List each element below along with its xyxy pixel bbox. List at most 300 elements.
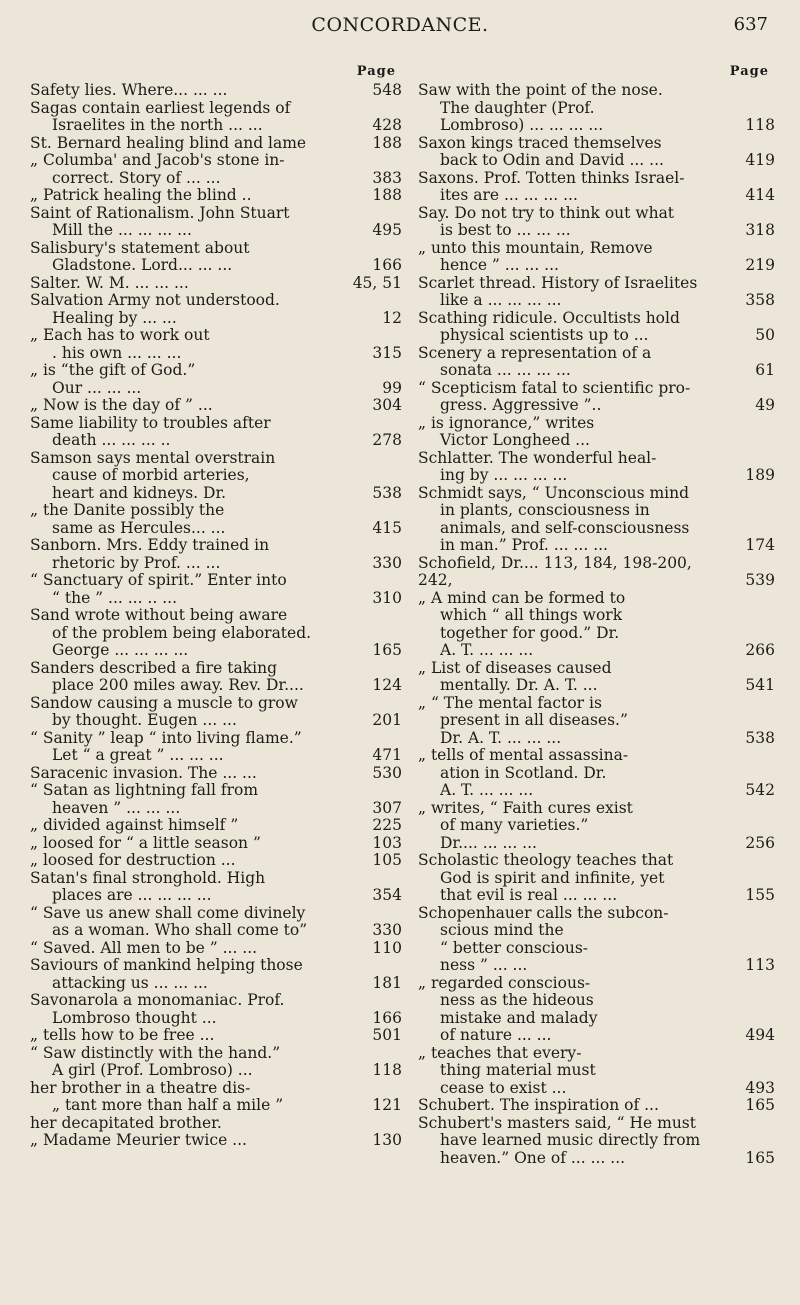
entry-line: „ teaches that every- bbox=[418, 1043, 582, 1062]
entry-text bbox=[30, 852, 354, 870]
entry-line: A. T. ... ... ... bbox=[440, 641, 534, 659]
entry-line: Salter. W. M. ... ... ... bbox=[30, 273, 189, 292]
page-reference: 414 bbox=[745, 186, 775, 204]
entry-line: animals, and self-consciousness bbox=[440, 518, 690, 537]
page-reference: 105 bbox=[372, 851, 402, 869]
index-entry bbox=[418, 800, 775, 853]
entry-line: mistake and malady bbox=[440, 1008, 598, 1027]
entry-line: by thought. Eugen ... ... bbox=[52, 711, 237, 729]
index-entry bbox=[30, 397, 402, 415]
index-entry bbox=[30, 537, 402, 572]
entry-text bbox=[418, 345, 727, 380]
entry-text bbox=[30, 205, 354, 240]
entry-line: Schubert's masters said, “ He must bbox=[418, 1113, 696, 1132]
page-reference: 118 bbox=[372, 1061, 402, 1079]
entry-text bbox=[418, 205, 727, 240]
page-reference: 383 bbox=[372, 168, 402, 187]
entry-line: Same liability to troubles after bbox=[30, 413, 271, 432]
entry-text bbox=[30, 537, 354, 572]
entry-text bbox=[418, 975, 727, 1045]
entry-line: A girl (Prof. Lombroso) ... bbox=[52, 1061, 253, 1079]
page-reference: 130 bbox=[372, 1131, 402, 1149]
index-entry bbox=[418, 135, 775, 170]
entry-line: Salvation Army not understood. bbox=[30, 291, 280, 309]
entry-line: Say. Do not try to think out what bbox=[418, 203, 675, 222]
entry-line: “ the ” ... ... .. ... bbox=[52, 588, 177, 607]
entry-text bbox=[30, 502, 354, 537]
entry-line: as a woman. Who shall come to” bbox=[52, 921, 308, 939]
entry-text bbox=[418, 240, 727, 275]
entry-line: „ Now is the day of ” ... bbox=[30, 396, 213, 414]
page-number: 637 bbox=[733, 14, 768, 35]
entry-line: „ loosed for “ a little season ” bbox=[30, 833, 261, 852]
page-reference: 266 bbox=[745, 641, 775, 659]
index-entry bbox=[418, 1097, 775, 1115]
page-reference: 49 bbox=[755, 396, 775, 414]
entry-text bbox=[418, 905, 727, 975]
entry-line: “ Sanctuary of spirit.” Enter into bbox=[30, 571, 287, 589]
page-reference: 113 bbox=[745, 956, 775, 974]
entry-line: „ regarded conscious- bbox=[418, 973, 591, 992]
entry-text bbox=[418, 170, 727, 205]
index-entry bbox=[30, 502, 402, 537]
entry-line: „ Columba' and Jacob's stone in- bbox=[30, 151, 285, 169]
entry-text bbox=[30, 835, 354, 853]
entry-text bbox=[30, 100, 354, 135]
page-reference: 495 bbox=[372, 221, 402, 239]
page-reference: 124 bbox=[372, 676, 402, 694]
entry-line: Scathing ridicule. Occultists hold bbox=[418, 308, 680, 327]
entry-line: The daughter (Prof. bbox=[440, 98, 595, 117]
entry-line: “ Scepticism fatal to scientific pro- bbox=[418, 378, 691, 397]
entry-text bbox=[418, 415, 727, 450]
entry-text bbox=[30, 817, 354, 835]
entry-line: “ Satan as lightning fall from bbox=[30, 781, 259, 799]
page-reference: 471 bbox=[372, 746, 402, 764]
entry-line: Schofield, Dr.... 113, 184, 198-200, 242, bbox=[418, 553, 692, 589]
entry-line: „ tant more than half a mile ” bbox=[52, 1096, 284, 1114]
page-reference: 219 bbox=[745, 256, 775, 274]
index-entry bbox=[418, 695, 775, 748]
page-reference: 181 bbox=[372, 973, 402, 992]
entry-line: together for good.” Dr. bbox=[440, 623, 620, 642]
page-reference: 103 bbox=[372, 833, 402, 852]
entry-text bbox=[30, 1115, 354, 1133]
entry-line: ness as the hideous bbox=[440, 991, 594, 1009]
left-column-heading: Page bbox=[356, 64, 396, 79]
entry-line: ing by ... ... ... ... bbox=[440, 466, 568, 484]
entry-line: Salisbury's statement about bbox=[30, 238, 250, 257]
entry-text bbox=[418, 660, 727, 695]
entry-line: her brother in a theatre dis- bbox=[30, 1078, 251, 1097]
index-entry bbox=[30, 835, 402, 853]
index-entry bbox=[30, 940, 402, 958]
entry-line: „ A mind can be formed to bbox=[418, 588, 626, 607]
index-entry bbox=[30, 100, 402, 135]
index-entry bbox=[418, 555, 775, 590]
index-entry bbox=[30, 695, 402, 730]
left-entry-list bbox=[30, 82, 402, 1150]
index-entry bbox=[30, 870, 402, 905]
index-entry bbox=[418, 590, 775, 660]
index-entry bbox=[418, 205, 775, 240]
entry-text bbox=[30, 607, 354, 660]
entry-text bbox=[30, 782, 354, 817]
entry-text bbox=[418, 135, 727, 170]
entry-text bbox=[418, 1115, 727, 1168]
index-entry bbox=[30, 572, 402, 607]
entry-line: . his own ... ... ... bbox=[52, 343, 182, 362]
index-entry bbox=[30, 765, 402, 783]
entry-line: „ unto this mountain, Remove bbox=[418, 238, 653, 257]
index-entry bbox=[418, 485, 775, 555]
entry-line: heaven ” ... ... ... bbox=[52, 798, 181, 817]
page-reference: 165 bbox=[745, 1148, 775, 1167]
index-entry bbox=[30, 905, 402, 940]
index-entry bbox=[30, 275, 402, 293]
entry-line: A. T. ... ... ... bbox=[440, 781, 534, 799]
entry-line: Saw with the point of the nose. bbox=[418, 81, 663, 99]
page-reference: 174 bbox=[745, 536, 775, 554]
entry-text bbox=[418, 555, 727, 590]
entry-line: Dr. A. T. ... ... ... bbox=[440, 728, 562, 747]
entry-text bbox=[30, 152, 354, 187]
index-entry bbox=[30, 1080, 402, 1115]
entry-line: „ tells of mental assassina- bbox=[418, 746, 629, 764]
page-reference: 354 bbox=[372, 886, 402, 904]
entry-line: „ Each has to work out bbox=[30, 326, 210, 344]
page-reference: 118 bbox=[745, 116, 775, 134]
entry-line: gress. Aggressive ”.. bbox=[440, 396, 602, 414]
entry-line: St. Bernard healing blind and lame bbox=[30, 133, 307, 152]
entry-text bbox=[418, 310, 727, 345]
page-reference: 304 bbox=[372, 396, 402, 414]
entry-text bbox=[30, 730, 354, 765]
entry-line: “ Save us anew shall come divinely bbox=[30, 903, 306, 922]
page-reference: 501 bbox=[372, 1026, 402, 1044]
page-reference: 415 bbox=[372, 518, 402, 537]
page-reference: 165 bbox=[372, 641, 402, 659]
entry-text bbox=[30, 870, 354, 905]
entry-line: „ the Danite possibly the bbox=[30, 501, 225, 519]
entry-text bbox=[30, 957, 354, 992]
index-entry bbox=[30, 817, 402, 835]
page-reference: 12 bbox=[382, 308, 402, 327]
index-entry bbox=[30, 450, 402, 503]
entry-line: Saracenic invasion. The ... ... bbox=[30, 763, 257, 782]
entry-text bbox=[30, 450, 354, 503]
page-reference: 330 bbox=[372, 553, 402, 572]
entry-line: heaven.” One of ... ... ... bbox=[440, 1148, 626, 1167]
entry-line: Scenery a representation of a bbox=[418, 343, 652, 362]
entry-line: in man.” Prof. ... ... ... bbox=[440, 536, 608, 554]
page-reference: 50 bbox=[755, 326, 775, 344]
entry-text bbox=[30, 397, 354, 415]
page-reference: 539 bbox=[745, 571, 775, 589]
index-entry bbox=[30, 152, 402, 187]
entry-line: God is spirit and infinite, yet bbox=[440, 868, 665, 887]
entry-line: scious mind the bbox=[440, 921, 564, 939]
entry-line: Saint of Rationalism. John Stuart bbox=[30, 203, 290, 222]
entry-text bbox=[30, 572, 354, 607]
index-entry bbox=[418, 905, 775, 975]
running-head-title: CONCORDANCE. bbox=[311, 14, 489, 36]
entry-line: Victor Longheed ... bbox=[440, 431, 590, 449]
entry-line: physical scientists up to ... bbox=[440, 326, 649, 344]
entry-text bbox=[30, 135, 354, 153]
page-reference: 307 bbox=[372, 798, 402, 817]
index-entry bbox=[418, 240, 775, 275]
entry-line: Safety lies. Where... ... ... bbox=[30, 81, 228, 99]
entry-text bbox=[30, 275, 354, 293]
index-entry bbox=[418, 82, 775, 135]
entry-text bbox=[418, 1097, 727, 1115]
entry-line: sonata ... ... ... ... bbox=[440, 361, 571, 379]
entry-line: Let “ a great ” ... ... ... bbox=[52, 746, 224, 764]
entry-line: have learned music directly from bbox=[440, 1131, 701, 1149]
page-reference: 225 bbox=[372, 816, 402, 834]
entry-line: Sanborn. Mrs. Eddy trained in bbox=[30, 536, 270, 554]
index-entry bbox=[30, 1045, 402, 1080]
left-column bbox=[30, 64, 402, 1150]
index-entry bbox=[418, 975, 775, 1045]
entry-line: mentally. Dr. A. T. ... bbox=[440, 676, 598, 694]
entry-line: heart and kidneys. Dr. bbox=[52, 483, 227, 502]
index-entry bbox=[30, 415, 402, 450]
index-entry bbox=[30, 992, 402, 1027]
entry-line: present in all diseases.” bbox=[440, 711, 628, 729]
entry-line: „ loosed for destruction ... bbox=[30, 851, 236, 869]
entry-text bbox=[418, 82, 727, 135]
entry-text bbox=[30, 695, 354, 730]
page-reference: 188 bbox=[372, 133, 402, 152]
entry-text bbox=[30, 362, 354, 397]
entry-text bbox=[30, 765, 354, 783]
entry-line: is best to ... ... ... bbox=[440, 221, 571, 239]
entry-line: Sagas contain earliest legends of bbox=[30, 98, 291, 117]
entry-line: „ is ignorance,” writes bbox=[418, 413, 595, 432]
entry-line: thing material must bbox=[440, 1061, 596, 1079]
entry-line: in plants, consciousness in bbox=[440, 501, 650, 519]
entry-line: Lombroso) ... ... ... ... bbox=[440, 116, 604, 134]
page-reference: 538 bbox=[372, 483, 402, 502]
index-entry bbox=[418, 310, 775, 345]
entry-text bbox=[30, 415, 354, 450]
right-entry-list bbox=[418, 82, 775, 1167]
index-entry bbox=[30, 1027, 402, 1045]
entry-line: Schlatter. The wonderful heal- bbox=[418, 448, 657, 467]
page-reference: 189 bbox=[745, 466, 775, 484]
index-entry bbox=[418, 345, 775, 380]
entry-line: ness ” ... ... bbox=[440, 956, 528, 974]
entry-text bbox=[30, 660, 354, 695]
index-entry bbox=[30, 607, 402, 660]
entry-line: “ better conscious- bbox=[440, 938, 589, 957]
index-entry bbox=[30, 1115, 402, 1133]
entry-line: Saxons. Prof. Totten thinks Israel- bbox=[418, 168, 685, 187]
entry-line: ites are ... ... ... ... bbox=[440, 186, 578, 204]
entry-line: death ... ... ... .. bbox=[52, 431, 171, 449]
entry-line: Saviours of mankind helping those bbox=[30, 956, 303, 974]
entry-text bbox=[418, 380, 727, 415]
index-entry bbox=[30, 327, 402, 362]
page-reference: 166 bbox=[372, 256, 402, 274]
entry-text bbox=[418, 485, 727, 555]
entry-line: which “ all things work bbox=[440, 606, 623, 624]
entry-line: Sand wrote without being aware bbox=[30, 606, 288, 624]
index-entry bbox=[30, 205, 402, 240]
entry-line: cause of morbid arteries, bbox=[52, 466, 250, 484]
right-column-heading: Page bbox=[729, 64, 769, 79]
page-reference: 201 bbox=[372, 711, 402, 729]
page-reference: 45, 51 bbox=[352, 273, 402, 292]
index-entry bbox=[30, 135, 402, 153]
entry-text bbox=[30, 292, 354, 327]
entry-text bbox=[418, 800, 727, 853]
page-reference: 358 bbox=[745, 291, 775, 309]
entry-text bbox=[30, 1080, 354, 1115]
page-reference: 155 bbox=[745, 886, 775, 904]
entry-line: Sanders described a fire taking bbox=[30, 658, 278, 677]
entry-line: „ Patrick healing the blind .. bbox=[30, 186, 252, 204]
entry-line: like a ... ... ... ... bbox=[440, 291, 562, 309]
entry-text bbox=[30, 905, 354, 940]
entry-text bbox=[30, 1045, 354, 1080]
page-reference: 61 bbox=[755, 361, 775, 379]
index-entry bbox=[30, 240, 402, 275]
index-entry bbox=[30, 782, 402, 817]
entry-line: Satan's final stronghold. High bbox=[30, 868, 266, 887]
page-reference: 256 bbox=[745, 833, 775, 852]
entry-line: „ List of diseases caused bbox=[418, 658, 612, 677]
index-entry bbox=[30, 957, 402, 992]
entry-line: place 200 miles away. Rev. Dr.... bbox=[52, 676, 304, 694]
entry-text bbox=[30, 992, 354, 1027]
page-reference: 110 bbox=[372, 938, 402, 957]
entry-text bbox=[30, 240, 354, 275]
entry-line: rhetoric by Prof. ... ... bbox=[52, 553, 221, 572]
page-reference: 330 bbox=[372, 921, 402, 939]
entry-line: back to Odin and David ... ... bbox=[440, 151, 664, 169]
index-entry bbox=[418, 170, 775, 205]
page-reference: 99 bbox=[382, 378, 402, 397]
entry-text bbox=[418, 275, 727, 310]
entry-text bbox=[418, 852, 727, 905]
page-reference: 165 bbox=[745, 1096, 775, 1114]
entry-text bbox=[418, 695, 727, 748]
index-entry bbox=[30, 730, 402, 765]
entry-line: „ is “the gift of God.” bbox=[30, 361, 196, 379]
index-entry bbox=[418, 450, 775, 485]
entry-line: same as Hercules... ... bbox=[52, 518, 226, 537]
page-reference: 538 bbox=[745, 728, 775, 747]
index-entry bbox=[418, 747, 775, 800]
entry-line: Saxon kings traced themselves bbox=[418, 133, 662, 152]
entry-line: “ Saw distinctly with the hand.” bbox=[30, 1043, 281, 1062]
index-entry bbox=[30, 362, 402, 397]
entry-line: „ writes, “ Faith cures exist bbox=[418, 798, 633, 817]
entry-line: Schmidt says, “ Unconscious mind bbox=[418, 483, 690, 502]
entry-line: Savonarola a monomaniac. Prof. bbox=[30, 991, 285, 1009]
entry-line: Lombroso thought ... bbox=[52, 1008, 217, 1027]
index-entry bbox=[418, 275, 775, 310]
entry-line: correct. Story of ... ... bbox=[52, 168, 221, 187]
entry-line: places are ... ... ... ... bbox=[52, 886, 212, 904]
entry-text bbox=[418, 747, 727, 800]
page-reference: 530 bbox=[372, 763, 402, 782]
page-reference: 121 bbox=[372, 1096, 402, 1114]
entry-line: ation in Scotland. Dr. bbox=[440, 763, 607, 782]
entry-line: Mill the ... ... ... ... bbox=[52, 221, 192, 239]
entry-line: Gladstone. Lord... ... ... bbox=[52, 256, 233, 274]
index-entry bbox=[418, 852, 775, 905]
entry-text bbox=[30, 1132, 354, 1150]
entry-line: Scarlet thread. History of Israelites bbox=[418, 273, 698, 292]
entry-line: cease to exist ... bbox=[440, 1078, 567, 1097]
right-column bbox=[418, 64, 775, 1167]
running-head bbox=[0, 14, 800, 38]
page-reference: 166 bbox=[372, 1008, 402, 1027]
entry-line: George ... ... ... ... bbox=[52, 641, 189, 659]
entry-line: Schubert. The inspiration of ... bbox=[418, 1096, 659, 1114]
entry-line: „ divided against himself ” bbox=[30, 816, 239, 834]
entry-line: that evil is real ... ... ... bbox=[440, 886, 618, 904]
entry-line: her decapitated brother. bbox=[30, 1113, 222, 1132]
entry-line: attacking us ... ... ... bbox=[52, 973, 208, 992]
index-entry bbox=[30, 852, 402, 870]
entry-line: Israelites in the north ... ... bbox=[52, 116, 263, 134]
page-reference: 315 bbox=[372, 343, 402, 362]
entry-text bbox=[30, 1027, 354, 1045]
index-entry bbox=[418, 380, 775, 415]
page-reference: 428 bbox=[372, 116, 402, 134]
index-entry bbox=[30, 187, 402, 205]
entry-text bbox=[30, 187, 354, 205]
entry-line: “ Saved. All men to be ” ... ... bbox=[30, 938, 258, 957]
index-entry bbox=[30, 82, 402, 100]
entry-line: Sandow causing a muscle to grow bbox=[30, 693, 298, 712]
index-entry bbox=[30, 1132, 402, 1150]
index-entry bbox=[30, 660, 402, 695]
entry-line: of nature ... ... bbox=[440, 1026, 552, 1044]
page-reference: 188 bbox=[372, 186, 402, 204]
entry-line: Schopenhauer calls the subcon- bbox=[418, 903, 669, 922]
page-reference: 310 bbox=[372, 588, 402, 607]
entry-line: hence ” ... ... ... bbox=[440, 256, 559, 274]
entry-line: of many varieties.” bbox=[440, 816, 589, 834]
page-reference: 542 bbox=[745, 781, 775, 799]
entry-line: „ “ The mental factor is bbox=[418, 693, 602, 712]
page-reference: 541 bbox=[745, 676, 775, 694]
index-entry bbox=[418, 1115, 775, 1168]
page-reference: 419 bbox=[745, 151, 775, 169]
page-reference: 494 bbox=[745, 1026, 775, 1044]
entry-line: of the problem being elaborated. bbox=[52, 623, 312, 642]
index-entry bbox=[418, 415, 775, 450]
entry-line: „ tells how to be free ... bbox=[30, 1026, 215, 1044]
entry-line: Our ... ... ... bbox=[52, 378, 142, 397]
entry-line: „ Madame Meurier twice ... bbox=[30, 1131, 247, 1149]
entry-line: Dr.... ... ... ... bbox=[440, 833, 537, 852]
entry-line: “ Sanity ” leap “ into living flame.” bbox=[30, 728, 302, 747]
index-entry bbox=[418, 660, 775, 695]
entry-text bbox=[418, 450, 727, 485]
entry-line: Samson says mental overstrain bbox=[30, 448, 276, 467]
entry-line: Scholastic theology teaches that bbox=[418, 851, 674, 869]
index-entry bbox=[30, 292, 402, 327]
entry-text bbox=[30, 82, 354, 100]
entry-text bbox=[30, 940, 354, 958]
